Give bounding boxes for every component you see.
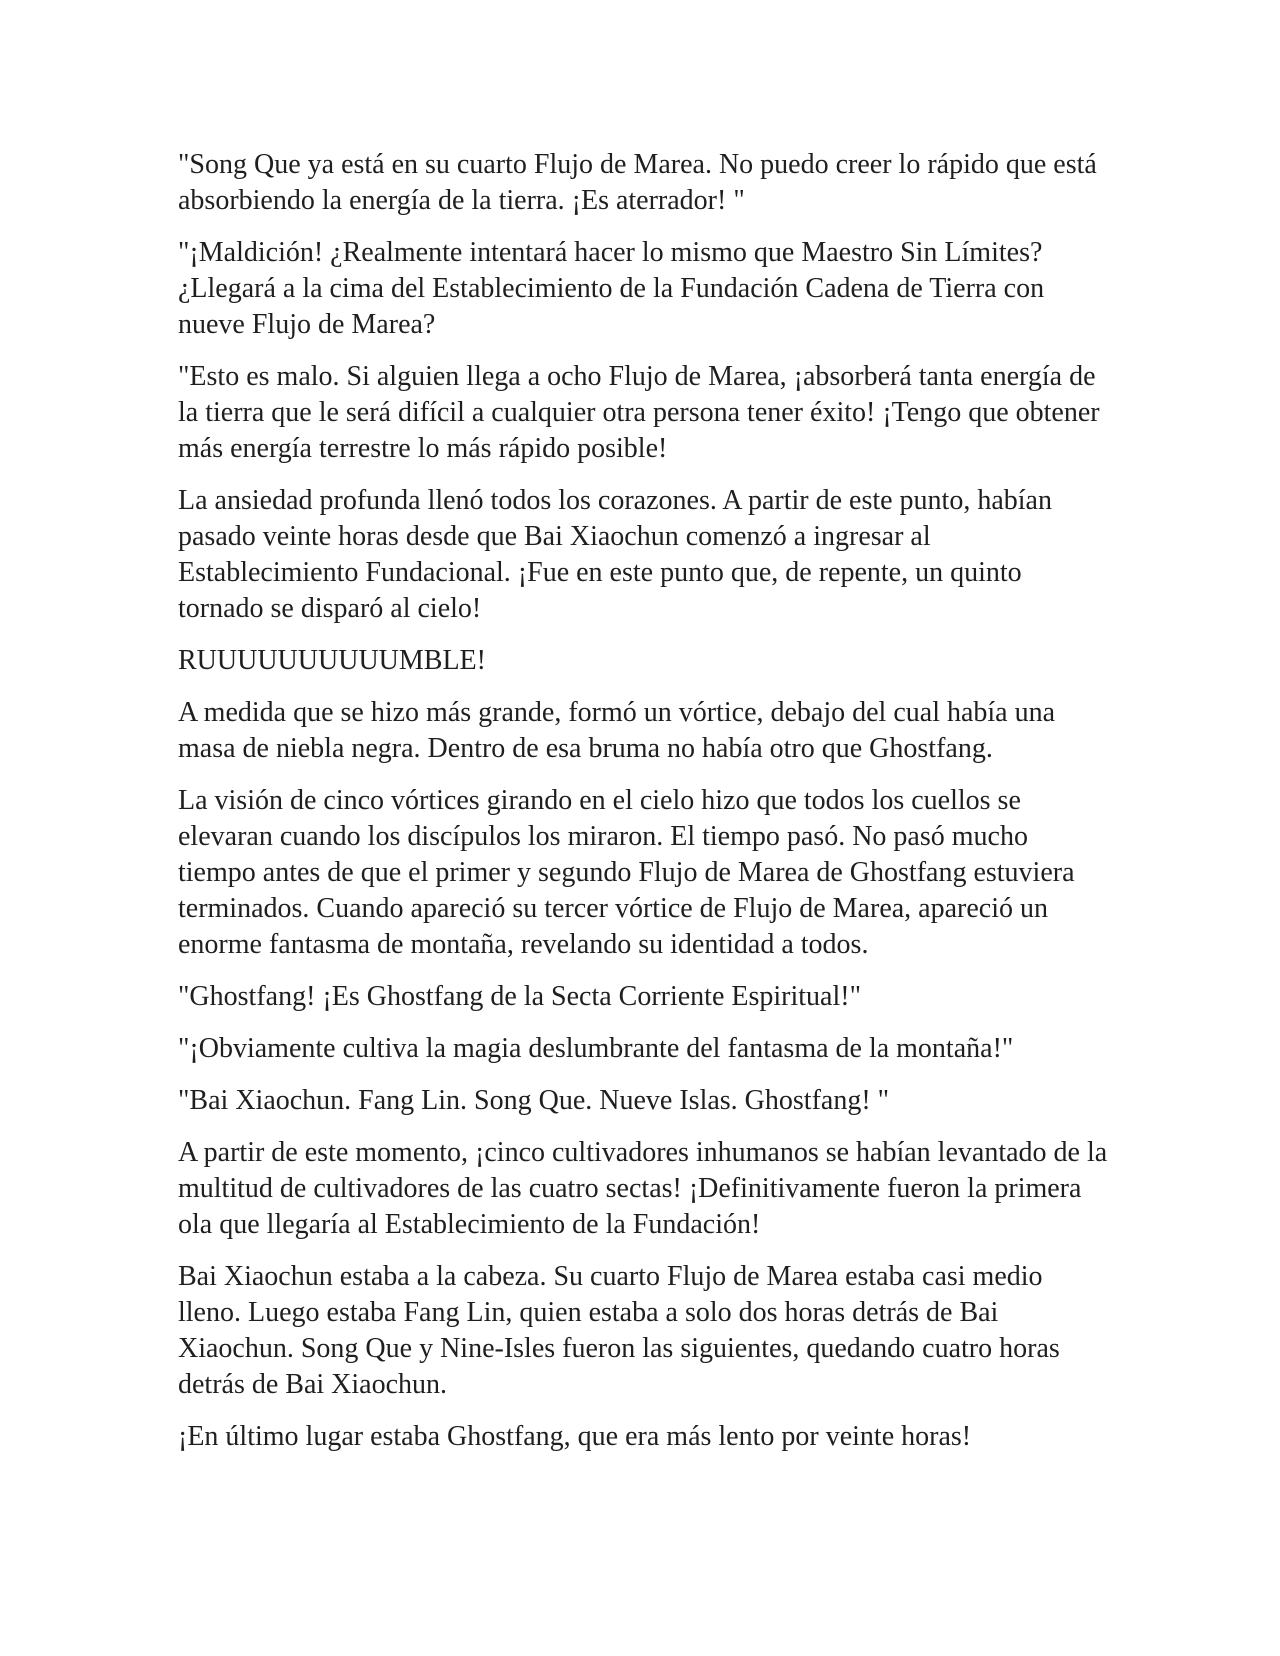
- paragraph: RUUUUUUUUUUMBLE!: [178, 645, 486, 676]
- paragraph: "¡Obviamente cultiva la magia deslumbrante del fantasma de la montaña!": [178, 1033, 1014, 1064]
- paragraph: "Ghostfang! ¡Es Ghostfang de la Secta Corriente Espiritual!": [178, 981, 862, 1012]
- paragraph: "Esto es malo. Si alguien llega a ocho Flujo de Marea, ¡absorberá tanta energía de la tierra que le será difícil a cualquier otra persona tener éxito! ¡Tengo que obtener más energía terrestre lo más rápido posible!: [178, 361, 1100, 464]
- paragraph: A partir de este momento, ¡cinco cultivadores inhumanos se habían levantado de la multitud de cultivadores de las cuatro sectas! ¡Definitivamente fueron la primera ola que llegaría al Establecimiento de la Fundación!: [178, 1137, 1108, 1240]
- document-body: [178, 147, 1108, 1471]
- paragraph: Bai Xiaochun estaba a la cabeza. Su cuarto Flujo de Marea estaba casi medio lleno. Luego estaba Fang Lin, quien estaba a solo dos horas detrás de Bai Xiaochun. Song Que y Nine-Isles fueron las siguientes, quedando cuatro horas detrás de Bai Xiaochun.: [178, 1261, 1060, 1400]
- paragraph: "Bai Xiaochun. Fang Lin. Song Que. Nueve Islas. Ghostfang! ": [178, 1085, 890, 1116]
- paragraph: "¡Maldición! ¿Realmente intentará hacer lo mismo que Maestro Sin Límites? ¿Llegará a la cima del Establecimiento de la Fundación Cadena de Tierra con nueve Flujo de Marea?: [178, 237, 1045, 340]
- paragraph: La visión de cinco vórtices girando en el cielo hizo que todos los cuellos se elevaran cuando los discípulos los miraron. El tiempo pasó. No pasó mucho tiempo antes de que el primer y segundo Flujo de Marea de Ghostfang estuviera terminados. Cuando apareció su tercer vórtice de Flujo de Marea, apareció un enorme fantasma de montaña, revelando su identidad a todos.: [178, 785, 1075, 960]
- paragraph: "Song Que ya está en su cuarto Flujo de Marea. No puedo creer lo rápido que está absorbiendo la energía de la tierra. ¡Es aterrador! ": [178, 149, 1097, 216]
- paragraph: ¡En último lugar estaba Ghostfang, que era más lento por veinte horas!: [178, 1421, 972, 1452]
- paragraph: La ansiedad profunda llenó todos los corazones. A partir de este punto, habían pasado veinte horas desde que Bai Xiaochun comenzó a ingresar al Establecimiento Fundacional. ¡Fue en este punto que, de repente, un quinto tornado se disparó al cielo!: [178, 485, 1052, 624]
- paragraph: A medida que se hizo más grande, formó un vórtice, debajo del cual había una masa de niebla negra. Dentro de esa bruma no había otro que Ghostfang.: [178, 697, 1056, 764]
